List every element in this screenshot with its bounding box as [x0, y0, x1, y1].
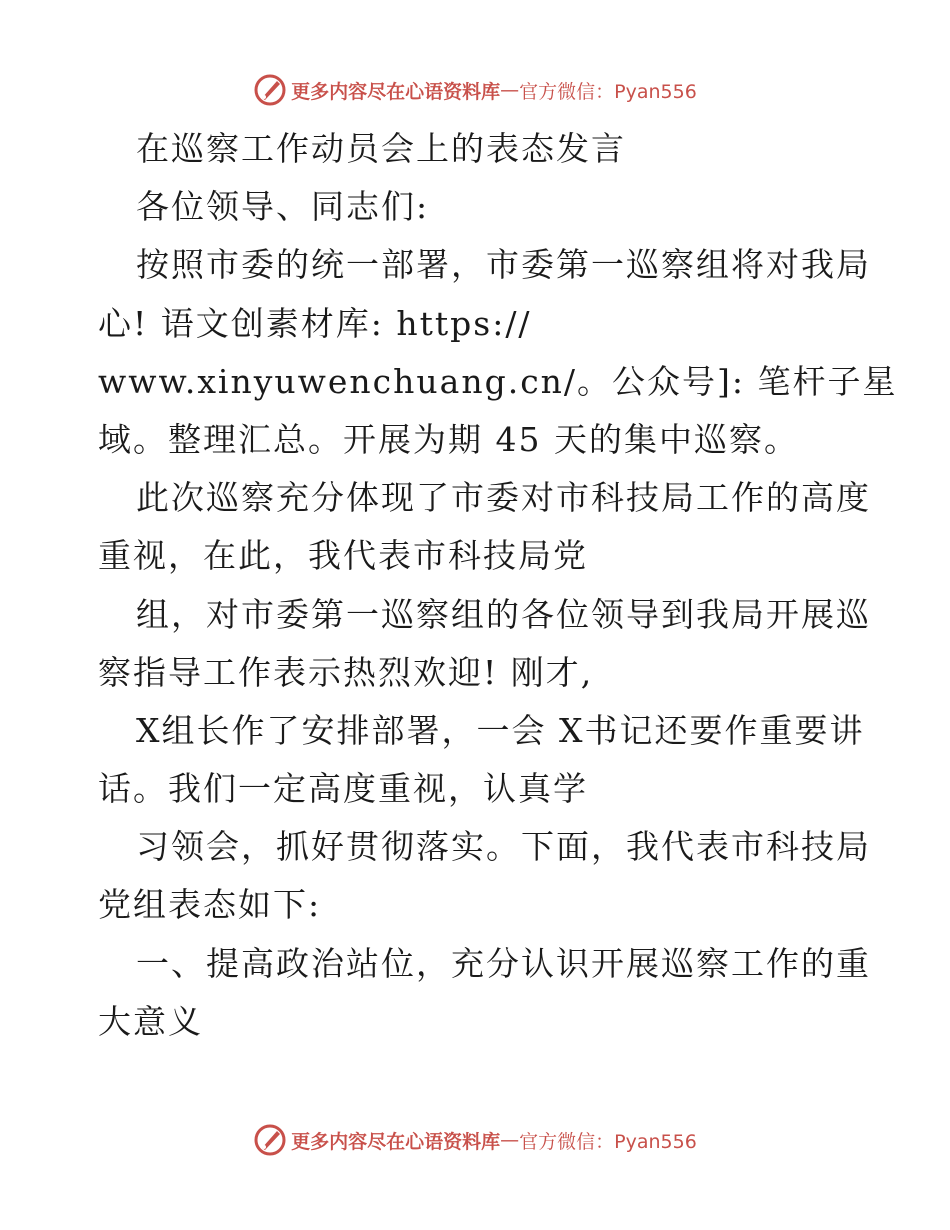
header-banner: [0, 70, 950, 110]
text-line: 心! 语文创素材库: https://: [98, 303, 532, 343]
text-line: 察指导工作表示热烈欢迎! 刚才,: [98, 652, 594, 692]
quill-logo-icon: [253, 73, 287, 107]
section-heading-cont: 大意义: [98, 1001, 203, 1041]
text-line: 党组表态如下:: [98, 885, 322, 925]
text-line: www.xinyuwenchuang.cn/。公众号]: 笔杆子星: [98, 361, 898, 401]
header-banner-dash: —: [500, 79, 520, 101]
text-line: 习领会，抓好贯彻落实。下面，我代表市科技局: [136, 827, 871, 867]
text-line: 话。我们一定高度重视，认真学: [98, 769, 588, 809]
document-title: 在巡察工作动员会上的表态发言: [136, 129, 626, 168]
salutation: 各位领导、同志们:: [136, 187, 430, 227]
text-line: 重视，在此，我代表市科技局党: [98, 536, 588, 576]
header-banner-text: 更多内容尽在心语资料库: [291, 80, 501, 103]
footer-banner: [0, 1120, 950, 1160]
text-line: 域。整理汇总。开展为期 45 天的集中巡察。: [98, 419, 799, 459]
header-wechat-text: 官方微信：Pyan556: [519, 80, 697, 103]
section-heading: 一、提高政治站位，充分认识开展巡察工作的重: [136, 943, 871, 983]
footer-banner-dash: —: [500, 1129, 520, 1151]
text-line: 组，对市委第一巡察组的各位领导到我局开展巡: [136, 594, 871, 634]
text-line: X组长作了安排部署，一会 X书记还要作重要讲: [136, 710, 865, 750]
text-line: 按照市委的统一部署，市委第一巡察组将对我局: [136, 245, 871, 285]
text-line: 此次巡察充分体现了市委对市科技局工作的高度: [136, 478, 871, 518]
quill-logo-icon: [253, 1123, 287, 1157]
footer-wechat-text: 官方微信：Pyan556: [519, 1130, 697, 1153]
document-body: [98, 120, 898, 1051]
footer-banner-text: 更多内容尽在心语资料库: [291, 1130, 501, 1153]
